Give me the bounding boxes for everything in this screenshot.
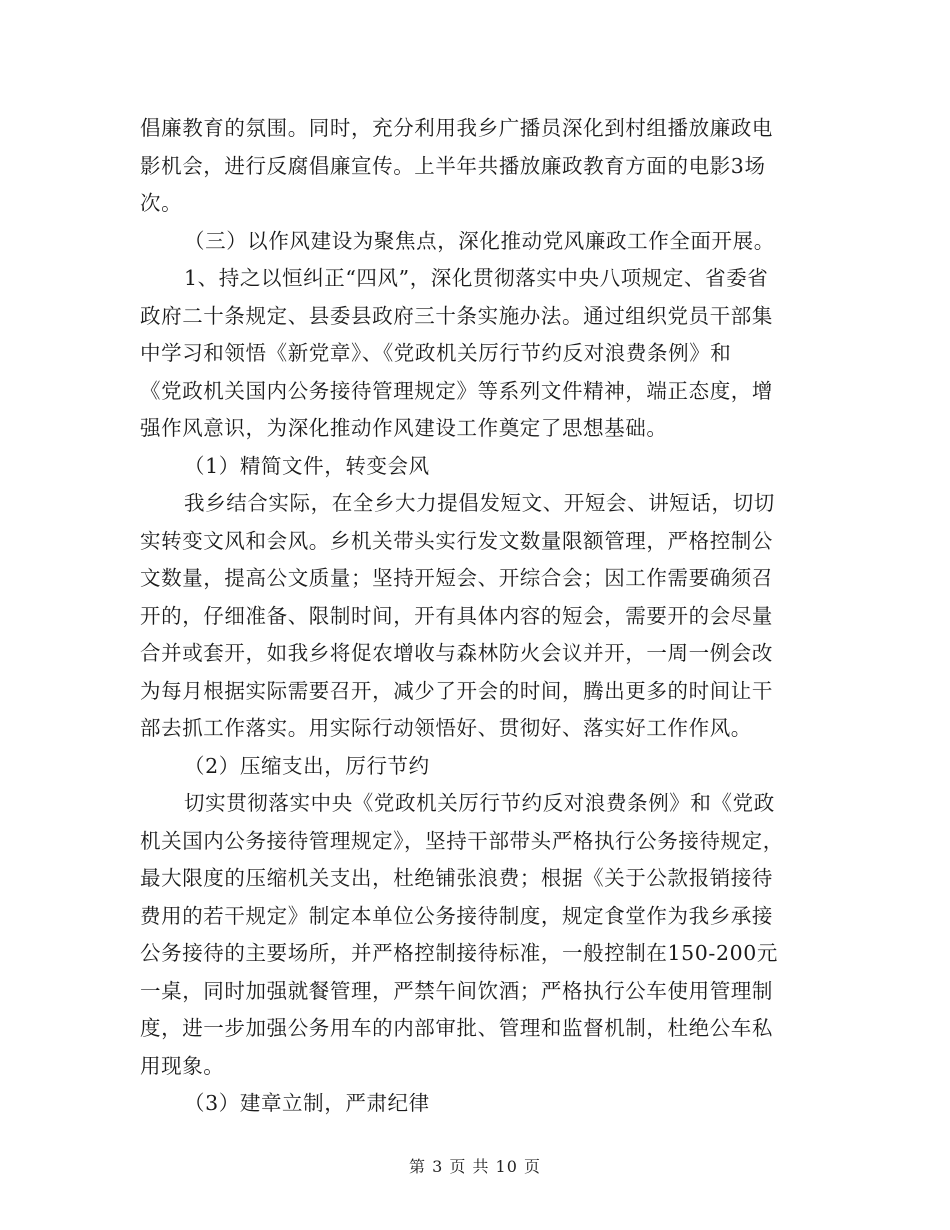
text-line: 影机会，进行反腐倡廉宣传。上半年共播放廉政教育方面的电影3场 (140, 153, 766, 178)
text-line: 强作风意识，为深化推动作风建设工作奠定了思想基础。 (140, 416, 668, 440)
paragraph-start: 切实贯彻落实中央《党政机关厉行节约反对浪费条例》和《党政 (184, 791, 775, 815)
text-line: 实转变文风和会风。乡机关带头实行发文数量限额管理，严格控制公 (140, 528, 773, 553)
section-heading: （三）以作风建设为聚焦点，深化推动党风廉政工作全面开展。 (184, 228, 775, 253)
subsection-heading: （2）压缩支出，厉行节约 (184, 753, 430, 778)
text-line: 最大限度的压缩机关支出，杜绝铺张浪费；根据《关于公款报销接待 (140, 866, 773, 890)
subsection-heading: （1）精简文件，转变会风 (184, 453, 430, 478)
subsection-heading: （3）建章立制，严肃纪律 (184, 1091, 430, 1115)
text-line: 开的，仔细准备、限制时间，开有具体内容的短会，需要开的会尽量 (140, 603, 773, 628)
document-body (140, 110, 815, 1123)
text-line: 度，进一步加强公务用车的内部审批、管理和监督机制，杜绝公车私 (140, 1016, 773, 1040)
text-line: 倡廉教育的氛围。同时，充分利用我乡广播员深化到村组播放廉政电 (140, 116, 773, 140)
text-line: 政府二十条规定、县委县政府三十条实施办法。通过组织党员干部集 (140, 303, 773, 328)
text-line: 一桌，同时加强就餐管理，严禁午间饮酒；严格执行公车使用管理制 (140, 978, 773, 1003)
text-line: 费用的若干规定》制定本单位公务接待制度，规定食堂作为我乡承接 (140, 903, 773, 928)
text-line: 用现象。 (140, 1053, 225, 1078)
paragraph-start: 我乡结合实际，在全乡大力提倡发短文、开短会、讲短话，切切 (184, 491, 775, 515)
page-number-footer: 第 3 页 共 10 页 (409, 1157, 541, 1176)
text-line: 公务接待的主要场所，并严格控制接待标准，一般控制在150-200元 (140, 941, 778, 965)
text-line: 次。 (140, 191, 183, 215)
text-line: 中学习和领悟《新党章》、《党政机关厉行节约反对浪费条例》和 (140, 341, 732, 365)
paragraph-start: 1、持之以恒纠正“四风”，深化贯彻落实中央八项规定、省委省 (184, 266, 769, 290)
text-line: 《党政机关国内公务接待管理规定》等系列文件精神，端正态度，增 (140, 378, 773, 403)
text-line: 机关国内公务接待管理规定》，坚持干部带头严格执行公务接待规定， (140, 828, 784, 853)
text-line: 文数量，提高公文质量；坚持开短会、开综合会；因工作需要确须召 (140, 566, 773, 590)
text-line: 为每月根据实际需要召开，减少了开会的时间，腾出更多的时间让干 (140, 678, 773, 703)
text-line: 部去抓工作落实。用实际行动领悟好、贯彻好、落实好工作作风。 (140, 716, 752, 740)
text-line: 合并或套开，如我乡将促农增收与森林防火会议并开，一周一例会改 (140, 641, 773, 665)
